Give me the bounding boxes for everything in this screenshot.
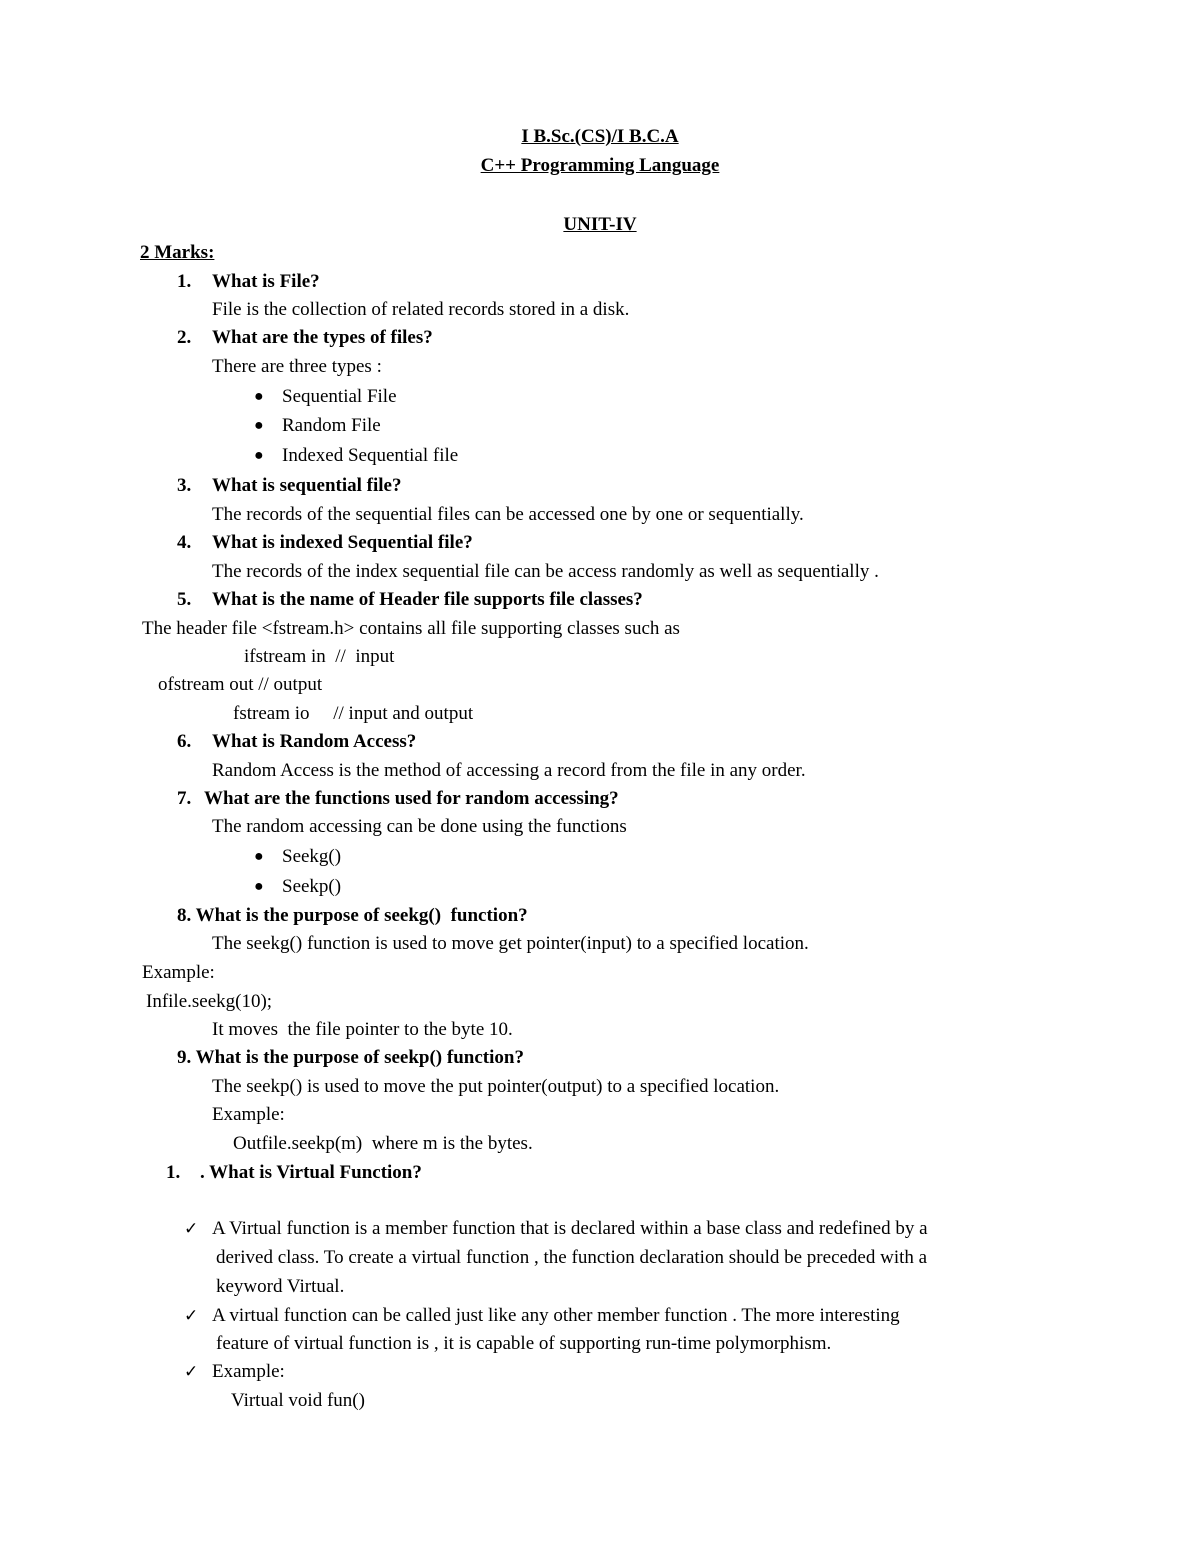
bullet-icon: ●	[254, 848, 264, 865]
q2-item: Sequential File	[282, 386, 397, 407]
q9-answer: The seekp() is used to move the put pointer(output) to a specified location.	[212, 1076, 780, 1097]
q10-point-line: keyword Virtual.	[216, 1276, 345, 1297]
q4-answer: The records of the index sequential file can be access randomly as well as sequentially .	[212, 561, 879, 582]
q2-number: 2.	[177, 327, 192, 348]
checkmark-icon: ✓	[184, 1362, 199, 1382]
bullet-icon: ●	[254, 388, 264, 405]
q10-point-line: feature of virtual function is , it is capable of supporting run-time polymorphism.	[216, 1333, 832, 1354]
q8-question: 8. What is the purpose of seekg() function?	[177, 905, 528, 926]
q4-question: What is indexed Sequential file?	[212, 532, 473, 553]
q1-number: 1.	[177, 271, 192, 292]
q3-question: What is sequential file?	[212, 475, 402, 496]
q2-question: What are the types of files?	[212, 327, 433, 348]
q10-question: . What is Virtual Function?	[200, 1162, 422, 1183]
q10-point-line: derived class. To create a virtual function , the function declaration should be preceded with a	[216, 1247, 928, 1268]
q3-number: 3.	[177, 475, 192, 496]
q10-point-line: Example:	[212, 1361, 285, 1382]
q6-number: 6.	[177, 731, 192, 752]
q10-point-line: Virtual void fun()	[231, 1390, 365, 1411]
q8-example-label: Example:	[142, 962, 215, 983]
q7-answer: The random accessing can be done using the functions	[212, 816, 627, 837]
q5-answer: The header file <fstream.h> contains all file supporting classes such as	[142, 618, 680, 639]
q5-code-line: fstream io // input and output	[233, 703, 474, 724]
q2-answer: There are three types :	[212, 356, 382, 377]
checkmark-icon: ✓	[184, 1306, 199, 1326]
unit-title: UNIT-IV	[563, 214, 637, 235]
q9-example-code: Outfile.seekp(m) where m is the bytes.	[233, 1133, 533, 1154]
q8-answer: The seekg() function is used to move get pointer(input) to a specified location.	[212, 933, 809, 954]
checkmark-icon: ✓	[184, 1219, 199, 1239]
q8-example-code: Infile.seekg(10);	[146, 991, 273, 1012]
q10-number: 1.	[166, 1162, 181, 1183]
q10-point-line: A Virtual function is a member function that is declared within a base class and redefined by a	[212, 1218, 928, 1239]
bullet-icon: ●	[254, 878, 264, 895]
section-heading: 2 Marks:	[140, 242, 215, 263]
bullet-icon: ●	[254, 417, 264, 434]
q6-question: What is Random Access?	[212, 731, 417, 752]
q2-item: Indexed Sequential file	[282, 445, 459, 466]
q9-example-label: Example:	[212, 1104, 285, 1125]
q2-item: Random File	[282, 415, 381, 436]
q6-answer: Random Access is the method of accessing a record from the file in any order.	[212, 760, 806, 781]
q8-example-note: It moves the file pointer to the byte 10.	[212, 1019, 513, 1040]
course-title: I B.Sc.(CS)/I B.C.A	[521, 126, 679, 147]
q7-number: 7.	[177, 788, 192, 809]
q7-question: What are the functions used for random accessing?	[204, 788, 619, 809]
q1-answer: File is the collection of related records stored in a disk.	[212, 299, 630, 320]
bullet-icon: ●	[254, 447, 264, 464]
q7-item: Seekg()	[282, 846, 342, 867]
q9-question: 9. What is the purpose of seekp() function?	[177, 1047, 524, 1068]
q4-number: 4.	[177, 532, 192, 553]
q5-question: What is the name of Header file supports file classes?	[212, 589, 643, 610]
q1-question: What is File?	[212, 271, 320, 292]
q5-number: 5.	[177, 589, 192, 610]
subject-title: C++ Programming Language	[480, 155, 720, 176]
q3-answer: The records of the sequential files can be accessed one by one or sequentially.	[212, 504, 804, 525]
q10-point-line: A virtual function can be called just like any other member function . The more interesting	[212, 1305, 900, 1326]
q7-item: Seekp()	[282, 876, 342, 897]
q5-code-line: ifstream in // input	[244, 646, 395, 667]
q5-code-line: ofstream out // output	[158, 674, 323, 695]
